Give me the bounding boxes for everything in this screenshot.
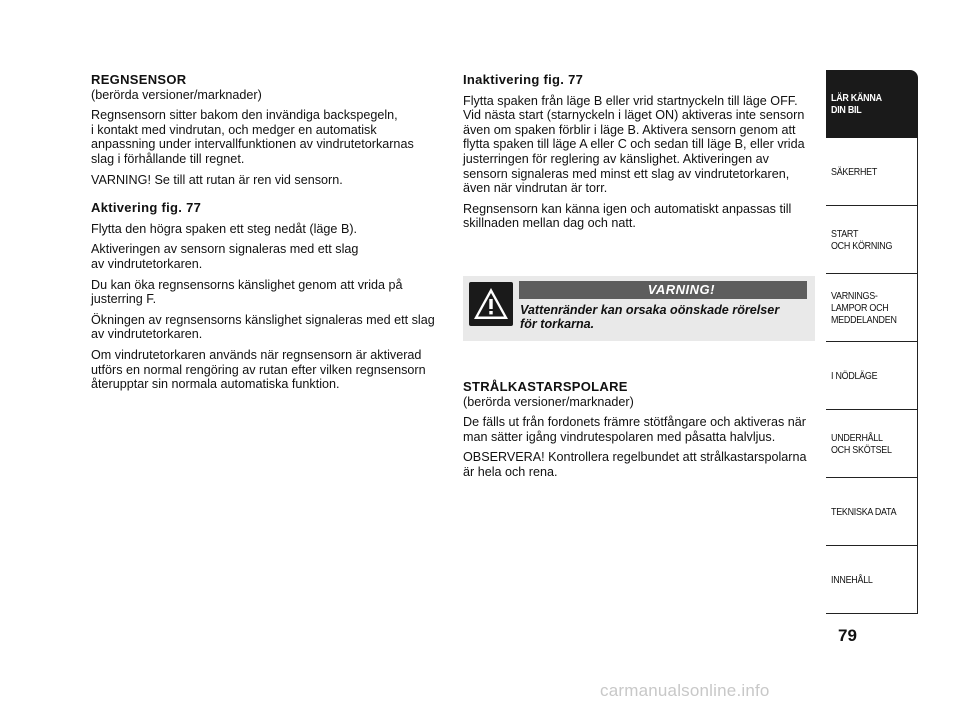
paragraph: Regnsensorn kan känna igen och automatiskt anpassas till skillnaden mellan dag och natt.: [463, 201, 792, 231]
tab-tekniska-data[interactable]: [826, 478, 918, 546]
paragraph: Regnsensorn sitter bakom den invändiga backspegeln, i kontakt med vindrutan, och medger en automatisk anpassning under intervallfunktionen av vindrutetorkarnas slag i förhållande till regnet.: [91, 108, 414, 166]
deactivation-heading: Inaktivering fig. 77: [463, 72, 584, 87]
tab-label: UNDERHÅLL OCH SKÖTSEL: [831, 431, 892, 456]
page-number: 79: [838, 626, 857, 645]
warning-text: Vattenränder kan orsaka oönskade rörelser för torkarna.: [520, 303, 780, 331]
tab-sakerhet[interactable]: [826, 138, 918, 206]
tab-underhall[interactable]: [826, 410, 918, 478]
headlamp-washer-heading: STRÅLKASTARSPOLARE: [463, 379, 628, 394]
headlamp-washer-section: [463, 380, 815, 486]
rain-sensor-subheading: (berörda versioner/marknader): [91, 87, 262, 102]
paragraph: OBSERVERA! Kontrollera regelbundet att strålkastarspolarna är hela och rena.: [463, 450, 807, 479]
tab-label: VARNINGS- LAMPOR OCH MEDDELANDEN: [831, 289, 897, 326]
paragraph: Du kan öka regnsensorns känslighet genom att vrida på justerring F.: [91, 277, 403, 307]
tab-start-och-korning[interactable]: [826, 206, 918, 274]
right-column: [463, 73, 815, 237]
tab-label: SÄKERHET: [831, 165, 878, 178]
activation-heading: Aktivering fig. 77: [91, 200, 202, 216]
paragraph: Flytta den högra spaken ett steg nedåt (läge B).: [91, 221, 358, 236]
headlamp-washer-subheading: (berörda versioner/marknader): [463, 394, 634, 409]
tab-label: I NÖDLÄGE: [831, 369, 878, 382]
tab-label: START OCH KÖRNING: [831, 227, 893, 252]
tab-label: TEKNISKA DATA: [831, 505, 897, 518]
rain-sensor-heading: REGNSENSOR: [91, 72, 187, 87]
tab-lar-kanna-din-bil[interactable]: [826, 70, 918, 138]
tab-label: LÄR KÄNNA DIN BIL: [831, 92, 882, 116]
tab-label: INNEHÅLL: [831, 573, 873, 586]
watermark: carmanualsonline.info: [600, 681, 770, 700]
paragraph: Ökningen av regnsensorns känslighet signaleras med ett slag av vindrutetorkaren.: [91, 312, 435, 342]
paragraph: VARNING! Se till att rutan är ren vid sensorn.: [91, 172, 343, 187]
left-column: [91, 73, 441, 398]
tab-i-nodlage[interactable]: [826, 342, 918, 410]
warning-title-bar: [519, 281, 807, 299]
paragraph: De fälls ut från fordonets främre stötfångare och aktiveras när man sätter igång vindrutespolaren med påsatta halvljus.: [463, 415, 806, 444]
tab-innehall[interactable]: [826, 546, 918, 614]
warning-box: [463, 276, 815, 341]
paragraph: Aktiveringen av sensorn signaleras med ett slag av vindrutetorkaren.: [91, 242, 359, 271]
tab-varningslampor[interactable]: [826, 274, 918, 342]
paragraph: Flytta spaken från läge B eller vrid startnyckeln till läge OFF. Vid nästa start (starnyckeln i läget ON) aktiveras inte sensorn även om spaken förblir i läge B. Aktivera sensorn genom att flytta spaken till läge A eller C och sedan till läge B, eller vrida justerringen för reglering av känslighet. Aktiveringen av sensorn signaleras med minst ett slag av vindrutetorkaren, även när vindrutan är torr.: [463, 93, 805, 196]
warning-title: VARNING!: [647, 282, 715, 297]
paragraph: Om vindrutetorkaren används när regnsensorn är aktiverad utförs en normal rengöring av rutan efter vilken regnsensorn återupptar sin normala automatiska funktion.: [91, 347, 426, 392]
warning-triangle-icon: [469, 282, 513, 326]
